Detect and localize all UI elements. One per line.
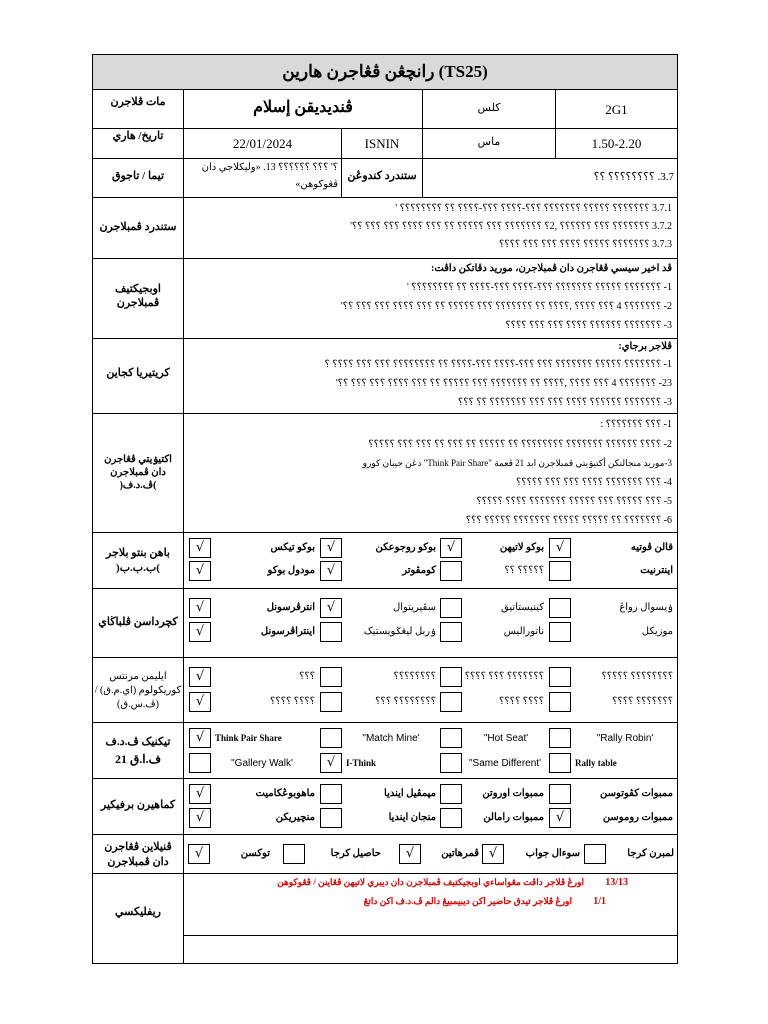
- thinking-checkbox[interactable]: √: [549, 808, 571, 828]
- intelligence-checkbox[interactable]: [549, 622, 571, 642]
- elements-item-label: ؟؟؟؟؟؟؟؟ ؟؟؟: [375, 696, 436, 707]
- elements-item-label: ؟؟؟؟ ؟؟؟؟: [270, 696, 315, 707]
- intelligence-item-label: ناتوراليس: [503, 626, 544, 637]
- thinking-item-label: ممبوات روموسن: [602, 812, 673, 823]
- reflection-text: اورڠ ڤلاجر تيدق حاضير اکن ديبيمبيڠ دالم ڤ.د.ف اکن داتڠ: [363, 896, 572, 906]
- intelligence-item-label: ۏيسوال رواڠ: [619, 602, 673, 613]
- intelligence-item-label: کينيستاتيق: [501, 602, 544, 613]
- thinking-item-label: منچيريکن: [275, 812, 315, 823]
- assessment-checkbox[interactable]: √: [399, 844, 421, 864]
- materials-label: )ب.ب.ب(: [116, 562, 160, 574]
- subject-value: ڤنديديقن إسلام: [253, 99, 353, 116]
- content-standard-value: 3.7. ؟؟؟؟؟؟؟؟ ؟؟: [593, 171, 674, 183]
- technique-item-label: "Hot Seat': [483, 733, 529, 744]
- activity-label: اکتيۏيتي ڤڠاجرن: [104, 454, 172, 465]
- elements-checkbox[interactable]: [320, 667, 342, 687]
- reflection-text: اورڠ ڤلاجر داڤت مڠواساءي اوبجيکتيف ڤمبلاجرن دان ديبري لاتيهن ڤڠاينن / ڤڠوکوهن: [277, 877, 584, 887]
- materials-item-label: کومڤوتر: [402, 565, 436, 576]
- materials-checkbox[interactable]: √: [549, 538, 571, 558]
- criteria-line: 3- ؟؟؟؟؟؟؟ ؟؟؟؟؟؟ ؟؟؟؟ ؟؟؟ ؟؟؟ ؟؟؟؟؟؟؟ ؟؟ ؟؟؟: [457, 397, 672, 408]
- lesson-plan-form: [92, 54, 678, 964]
- subject-label: مات ڤلاجرن: [110, 96, 166, 108]
- materials-checkbox[interactable]: √: [320, 538, 342, 558]
- assessment-item-label: حاصيل کرجا: [330, 848, 381, 859]
- class-value: 2G1: [605, 102, 628, 117]
- elements-item-label: ؟؟؟؟؟؟؟؟: [393, 671, 436, 682]
- class-label: کلس: [477, 102, 501, 114]
- intelligence-item-label: موزيکل: [641, 626, 673, 637]
- assessment-checkbox[interactable]: √: [188, 844, 210, 864]
- day-value: ISNIN: [364, 136, 400, 151]
- intelligence-item-label: اينتراڤرسونل: [260, 626, 315, 637]
- elements-checkbox[interactable]: [549, 667, 571, 687]
- materials-label: باهن بنتو بلاجر: [106, 547, 170, 559]
- activity-line: 4- ؟؟؟ ؟؟؟؟؟؟؟ ؟؟؟؟ ؟؟؟ ؟؟؟ ؟؟؟؟؟: [515, 477, 672, 488]
- intelligence-checkbox[interactable]: [549, 598, 571, 618]
- date-label: تاريخ/ هاري: [112, 130, 164, 142]
- thinking-item-label: ممبوات کڤوتوسن: [600, 788, 673, 799]
- reflection-count: 1/1: [593, 896, 606, 907]
- materials-checkbox[interactable]: √: [440, 538, 462, 558]
- elements-label: کوريکولوم (اي.م.ق) /: [94, 685, 182, 696]
- materials-checkbox[interactable]: √: [320, 561, 342, 581]
- technique-checkbox[interactable]: [189, 753, 211, 773]
- intelligence-checkbox[interactable]: √: [189, 622, 211, 642]
- content-standard-label: ستندرد کندوڠن: [347, 170, 417, 182]
- assessment-item-label: لمبرن کرجا: [627, 848, 674, 859]
- thinking-item-label: ممبوات اوروتن: [482, 788, 544, 799]
- elements-item-label: ؟؟؟؟؟؟؟ ؟؟؟ ؟؟؟؟: [464, 671, 544, 682]
- thinking-item-label: مڽمڤيل اينديا: [384, 788, 436, 799]
- activity-line: 1- ؟؟؟ ؟؟؟؟؟؟؟ :: [600, 419, 672, 430]
- learning-standard-label: ستندرد ڤمبلاجرن: [99, 221, 177, 233]
- elements-checkbox[interactable]: [440, 692, 462, 712]
- technique-checkbox[interactable]: [440, 753, 462, 773]
- learning-standard-line: 3.7.3 ؟؟؟؟؟؟؟ ؟؟؟؟؟ ؟؟؟؟ ؟؟؟ ؟؟؟ ؟؟؟؟: [499, 239, 672, 250]
- assessment-checkbox[interactable]: [283, 844, 305, 864]
- criteria-line: 1- ؟؟؟؟؟؟؟ ؟؟؟؟؟ ؟؟؟؟؟؟؟ ؟؟؟ ؟؟؟-؟؟؟؟ ؟؟؟-؟؟؟؟ ؟؟ ؟؟؟؟؟؟؟؟ ؟؟؟ ؟؟؟ ؟؟؟؟ ؟: [324, 359, 672, 370]
- reflection-count: 13/13: [605, 877, 628, 888]
- thinking-label: کماهيرن برفيکير: [100, 799, 176, 811]
- activity-line: 3-موريد منجالنکن أکتيۏيتي ڤمبلاجرن ابد 21 ڤعمة "Think Pair Share" دڠن جيبان کورو: [362, 458, 672, 468]
- elements-checkbox[interactable]: [320, 692, 342, 712]
- thinking-checkbox[interactable]: [320, 784, 342, 804]
- elements-checkbox[interactable]: [549, 692, 571, 712]
- learning-standard-line: 3.7.2 ؟؟؟؟؟؟؟ ؟؟؟ ؟؟؟؟؟؟ ,2؟ ؟؟؟؟؟؟؟ ؟؟؟ ؟؟؟؟؟ ؟؟ ؟؟؟ ؟؟؟؟ ؟؟؟ ؟؟؟ ؟؟': [350, 221, 672, 232]
- intelligence-label: کچرداسن ڤلباڬاي: [98, 616, 178, 628]
- intelligence-item-label: سڤيريتوال: [393, 602, 436, 613]
- intelligence-checkbox[interactable]: [440, 622, 462, 642]
- elements-checkbox[interactable]: √: [189, 692, 211, 712]
- activity-label: )ڤ.د.ف(: [119, 480, 157, 491]
- technique-item-label: Think Pair Share: [215, 733, 282, 743]
- date-value: 22/01/2024: [232, 136, 293, 151]
- thinking-checkbox[interactable]: [320, 808, 342, 828]
- technique-item-label: I-Think: [346, 758, 377, 768]
- technique-item-label: "Rally Robin': [596, 733, 654, 744]
- materials-checkbox[interactable]: [549, 561, 571, 581]
- criteria-line: 23- ؟؟؟؟؟؟؟ 4 ؟؟؟ ؟؟؟؟ ,؟؟؟؟ ؟؟ ؟؟؟؟؟؟؟ ؟؟؟ ؟؟؟؟؟ ؟؟ ؟؟؟ ؟؟؟؟ ؟؟؟ ؟؟؟ ؟؟': [335, 378, 672, 389]
- technique-label: ف.ا.ق 21: [114, 752, 162, 766]
- learning-standard-line: 3.7.1 ؟؟؟؟؟؟؟ ؟؟؟؟؟ ؟؟؟؟؟؟؟ ؟؟؟-؟؟؟؟ ؟؟؟-؟؟؟؟ ؟؟ ؟؟؟؟؟؟؟؟ ': [395, 203, 672, 214]
- objective-label: ڤمبلاجرن: [116, 297, 160, 309]
- criteria-label: کريتيريا کجاين: [106, 367, 170, 379]
- technique-checkbox[interactable]: [440, 728, 462, 748]
- elements-label: (ڤ.س.ق): [117, 699, 159, 710]
- activity-line: 6- ؟؟؟؟؟؟؟ ؟؟ ؟؟؟؟؟ ؟؟؟؟؟ ؟؟؟؟؟؟؟ ؟؟؟؟؟ ؟؟؟: [465, 515, 672, 526]
- theme-label: تيما / تاجوق: [111, 170, 165, 182]
- theme-value-line2: ڤڠوکوهن»: [295, 179, 338, 190]
- assessment-checkbox[interactable]: √: [482, 844, 504, 864]
- materials-checkbox[interactable]: [440, 561, 462, 581]
- elements-item-label: ؟؟؟؟؟؟؟ ؟؟؟؟: [612, 696, 673, 707]
- reflection-label: ريفليکسي: [115, 906, 161, 918]
- elements-checkbox[interactable]: [440, 667, 462, 687]
- elements-item-label: ؟؟؟؟ ؟؟؟؟: [499, 696, 544, 707]
- objective-line: 3- ؟؟؟؟؟؟؟ ؟؟؟؟؟؟ ؟؟؟؟ ؟؟؟ ؟؟؟ ؟؟؟؟: [505, 320, 672, 331]
- technique-checkbox[interactable]: √: [320, 753, 342, 773]
- thinking-item-label: ممبوات رامالن: [483, 812, 544, 823]
- objective-line: 1- ؟؟؟؟؟؟؟ ؟؟؟؟؟ ؟؟؟؟؟؟؟ ؟؟؟-؟؟؟؟ ؟؟؟-؟؟؟؟ ؟؟ ؟؟؟؟؟؟؟؟ ': [406, 282, 672, 293]
- thinking-checkbox[interactable]: [440, 784, 462, 804]
- intelligence-item-label: ۏربل ليڠݢويستيک: [363, 626, 436, 637]
- materials-item-label: بوکو تيکس: [270, 542, 315, 553]
- thinking-item-label: منجان اينديا: [388, 812, 436, 823]
- theme-value-line1: ؟' ؟؟؟ ؟؟؟؟؟؟ 13. «وليکلاجي دان: [201, 162, 338, 173]
- materials-item-label: اينترنيت: [640, 565, 673, 576]
- technique-label: تيکنيک ڤ.د.ف: [105, 736, 171, 748]
- objective-label: اوبجيکتيف: [115, 283, 161, 295]
- materials-checkbox[interactable]: √: [189, 561, 211, 581]
- time-value: 1.50-2.20: [591, 136, 642, 151]
- assessment-label: دان ڤمبلاجرن: [107, 856, 169, 868]
- technique-item-label: Rally table: [575, 758, 617, 768]
- time-label: ماس: [477, 136, 501, 148]
- technique-item-label: "Same Different': [469, 758, 541, 769]
- materials-item-label: مودول بوکو: [267, 565, 315, 576]
- technique-checkbox[interactable]: [549, 753, 571, 773]
- page-title: رانچڠن ڤڠاجرن هارين (TS25): [282, 62, 488, 81]
- criteria-intro: ڤلاجر برجاي:: [618, 341, 672, 352]
- assessment-item-label: سوءال جواب: [525, 848, 580, 859]
- technique-checkbox[interactable]: [320, 728, 342, 748]
- elements-label: ايليمن مرنتس: [109, 671, 167, 682]
- materials-item-label: بوکو روجوعکن: [375, 542, 436, 553]
- thinking-checkbox[interactable]: √: [189, 808, 211, 828]
- technique-checkbox[interactable]: √: [189, 728, 211, 748]
- materials-item-label: ؟؟؟؟؟ ؟؟: [504, 565, 544, 576]
- objective-line: 2- ؟؟؟؟؟؟؟ 4 ؟؟؟ ؟؟؟؟ ,؟؟؟؟ ؟؟ ؟؟؟؟؟؟؟ ؟؟؟ ؟؟؟؟؟ ؟؟ ؟؟؟ ؟؟؟؟ ؟؟؟ ؟؟؟ ؟؟': [340, 301, 672, 312]
- materials-item-label: قالن ڤوتيه: [630, 542, 673, 553]
- activity-line: 2- ؟؟؟؟ ؟؟؟؟؟؟ ؟؟؟؟؟؟؟ ؟؟؟؟؟؟؟؟ ؟؟ ؟؟؟؟؟ ؟؟ ؟؟؟ ؟؟ ؟؟؟ ؟؟؟ ؟؟؟؟؟: [368, 439, 672, 450]
- assessment-checkbox[interactable]: [584, 844, 606, 864]
- assessment-item-label: ڤمرهاتين: [441, 848, 479, 859]
- materials-item-label: بوکو لاتيهن: [499, 542, 544, 553]
- elements-checkbox[interactable]: √: [189, 667, 211, 687]
- thinking-checkbox[interactable]: [549, 784, 571, 804]
- technique-checkbox[interactable]: [549, 728, 571, 748]
- intelligence-checkbox[interactable]: [320, 622, 342, 642]
- thinking-checkbox[interactable]: √: [189, 784, 211, 804]
- technique-item-label: "Match Mine': [362, 733, 420, 744]
- elements-item-label: ؟؟؟: [299, 671, 315, 682]
- assessment-label: ڤنيلاين ڤڠاجرن: [104, 841, 172, 853]
- intelligence-checkbox[interactable]: √: [320, 598, 342, 618]
- activity-label: دان ڤمبلاجرن: [110, 467, 166, 478]
- technique-item-label: "Gallery Walk': [231, 758, 293, 769]
- intelligence-checkbox[interactable]: [440, 598, 462, 618]
- elements-item-label: ؟؟؟؟؟؟؟؟ ؟؟؟؟؟: [601, 671, 673, 682]
- assessment-item-label: توکسن: [240, 848, 270, 859]
- objective-intro: ڤد اخير سيسي ڤڠاجرن دان ڤمبلاجرن، موريد دڤاتکن داڤت:: [430, 263, 672, 274]
- thinking-item-label: ماهوبوڠکاميت: [255, 788, 315, 799]
- intelligence-checkbox[interactable]: √: [189, 598, 211, 618]
- activity-line: 5- ؟؟؟ ؟؟؟؟؟ ؟؟؟ ؟؟؟؟؟ ؟؟؟؟؟؟؟ ؟؟؟؟ ؟؟؟؟؟: [476, 496, 672, 507]
- materials-checkbox[interactable]: √: [189, 538, 211, 558]
- intelligence-item-label: انترڤرسونل: [266, 602, 315, 613]
- thinking-checkbox[interactable]: [440, 808, 462, 828]
